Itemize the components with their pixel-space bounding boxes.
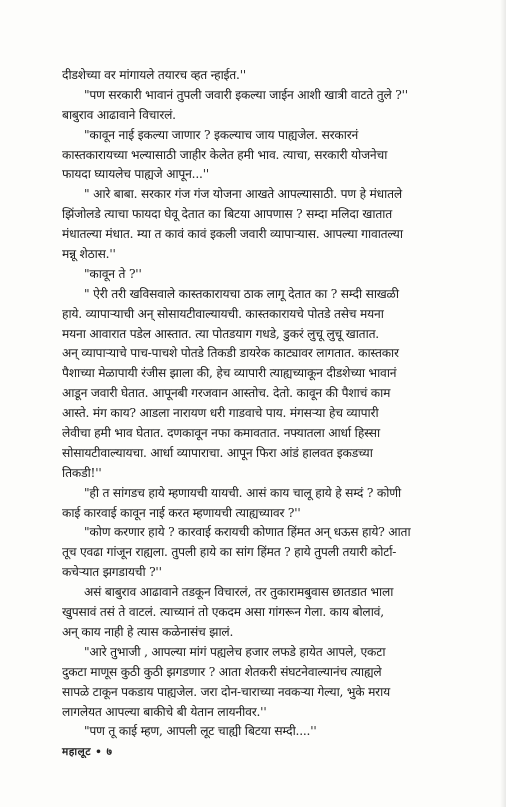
body-text bbox=[62, 66, 472, 742]
text-line: लेवीचा हमी भाव घेतात. दणकावून नफा कमावतात. नफ्यातला आर्धा हिस्सा bbox=[62, 426, 380, 441]
text-line: असं बाबुराव आढावाने तडकून विचारलं, तर तुकारामबुवास छातडात भाला bbox=[84, 585, 394, 600]
text-line: अन् काय नाही हे त्यास कळेनासंच झालं. bbox=[62, 624, 234, 639]
text-line: आस्ते. मंग काय? आडला नारायण धरी गाडवाचे पाय. मंगसऱ्या हेच व्यापारी bbox=[62, 406, 379, 421]
text-line: "पण सरकारी भावानं तुपली जवारी इकल्या जाईन आशी खात्री वाटते तुले ?'' bbox=[84, 87, 408, 102]
text-line: खुपसावं तसं ते वाटलं. त्याच्यानं तो एकदम असा गांगरून गेला. काय बोलावं, bbox=[62, 605, 384, 620]
text-line: पैशाच्या मेळापायी रंजीस झाला की, हेच व्यापारी त्याह्यच्याकून दीडशेच्या भावानं bbox=[62, 366, 397, 381]
page-footer: महालूट • ७ bbox=[62, 746, 113, 758]
page-edge-shadow bbox=[500, 0, 506, 807]
text-line: फायदा घ्यायलेच पाह्यजे आपून...'' bbox=[62, 167, 209, 182]
text-line: बाबुराव आढावाने विचारलं. bbox=[62, 107, 176, 122]
text-line: हाये. व्यापाऱ्याची अन् सोसायटीवाल्यायची. कास्तकारायचे पोतडे तसेच मयना bbox=[62, 306, 384, 321]
text-line: "कावून ते ?'' bbox=[84, 266, 142, 281]
text-line: "कावून नाई इकल्या जाणार ? इकल्याच जाय पाह्यजेल. सरकारनं bbox=[84, 127, 359, 142]
text-line: सापळे टाकून पकडाय पाह्यजेल. जरा दोन-चाराच्या नवकऱ्या गेल्या, भुके मराय bbox=[62, 684, 390, 699]
text-line: अन् व्यापाऱ्याचे पाच-पाचशे पोतडे तिकडी डायरेक काट्यावर लागतात. कास्तकार bbox=[62, 346, 399, 361]
text-line: कास्तकारायच्या भल्यासाठी जाहीर केलेत हमी भाव. त्याचा, सरकारी योजनेचा bbox=[62, 147, 388, 162]
text-line: "पण तू काई म्हण, आपली लूट चाह्यी बिटया सम्दी....'' bbox=[84, 724, 317, 739]
text-line: "कोण करणार हाये ? कारवाई करायची कोणात हिंमत अन् धऊस हाये? आता bbox=[84, 525, 411, 540]
text-line: "ही त सांगडच हाये म्हणायची यायची. आसं काय चालू हाये हे सम्दं ? कोणी bbox=[84, 485, 401, 500]
text-line: तूच एवढा गांजून राह्यला. तुपली हाये का सांग हिंमत ? हाये तुपली तयारी कोर्टा- bbox=[62, 545, 397, 560]
text-line: काई कारवाई कावून नाई करत म्हणायची त्याह्यच्यावर ?'' bbox=[62, 505, 301, 520]
text-line: मन्नू शेठास.'' bbox=[62, 247, 116, 262]
text-line: कचेऱ्यात झगडायची ?'' bbox=[62, 565, 162, 580]
text-line: मयना आवारात पडेल आस्तात. त्या पोतडयाग गधडे, डुकरं लुचू लुचू खातात. bbox=[62, 326, 379, 341]
text-line: " आरे बाबा. सरकार गंज गंज योजना आखते आपल्यासाठी. पण हे मंधातले bbox=[84, 187, 402, 202]
text-line: दीडशेच्या वर मांगायले तयारच व्हत न्हाईत.'' bbox=[62, 68, 247, 82]
text-line: मंधातल्या मंधात. म्या त कावं कावं इकली जवारी व्यापाऱ्यास. आपल्या गावातल्या bbox=[62, 227, 403, 242]
text-line: सोसायटीवाल्यायचा. आर्धा व्यापाराचा. आपून फिरा आंडं हालवत इकडच्या bbox=[62, 445, 373, 460]
text-line: लागलेयत आपल्या बाकीचे बी येतान लायनीवर.'' bbox=[62, 704, 267, 719]
text-line: "आरे तुभाजी , आपल्या मांगं पह्यलेच हजार लफडे हायेत आपले, एकटा bbox=[84, 644, 386, 659]
text-line: " ऐरी तरी खविसवाले कास्तकारायचा ठाक लागू देतात का ? सम्दी साखळी bbox=[84, 286, 399, 301]
text-line: आडून जवारी घेतात. आपूनबी गरजवान आस्तोच. देतो. कावून की पैशाचं काम bbox=[62, 386, 391, 401]
text-line: दुकटा माणूस कुठी कुठी झगडणार ? आता शेतकरी संघटनेवाल्यानंच त्याह्यले bbox=[62, 664, 382, 679]
text-line: तिकडी!'' bbox=[62, 465, 102, 480]
text-line: झिंजोलडे त्याचा फायदा घेवू देतात का बिटया आपणास ? सम्दा मलिदा खातात bbox=[62, 207, 392, 222]
